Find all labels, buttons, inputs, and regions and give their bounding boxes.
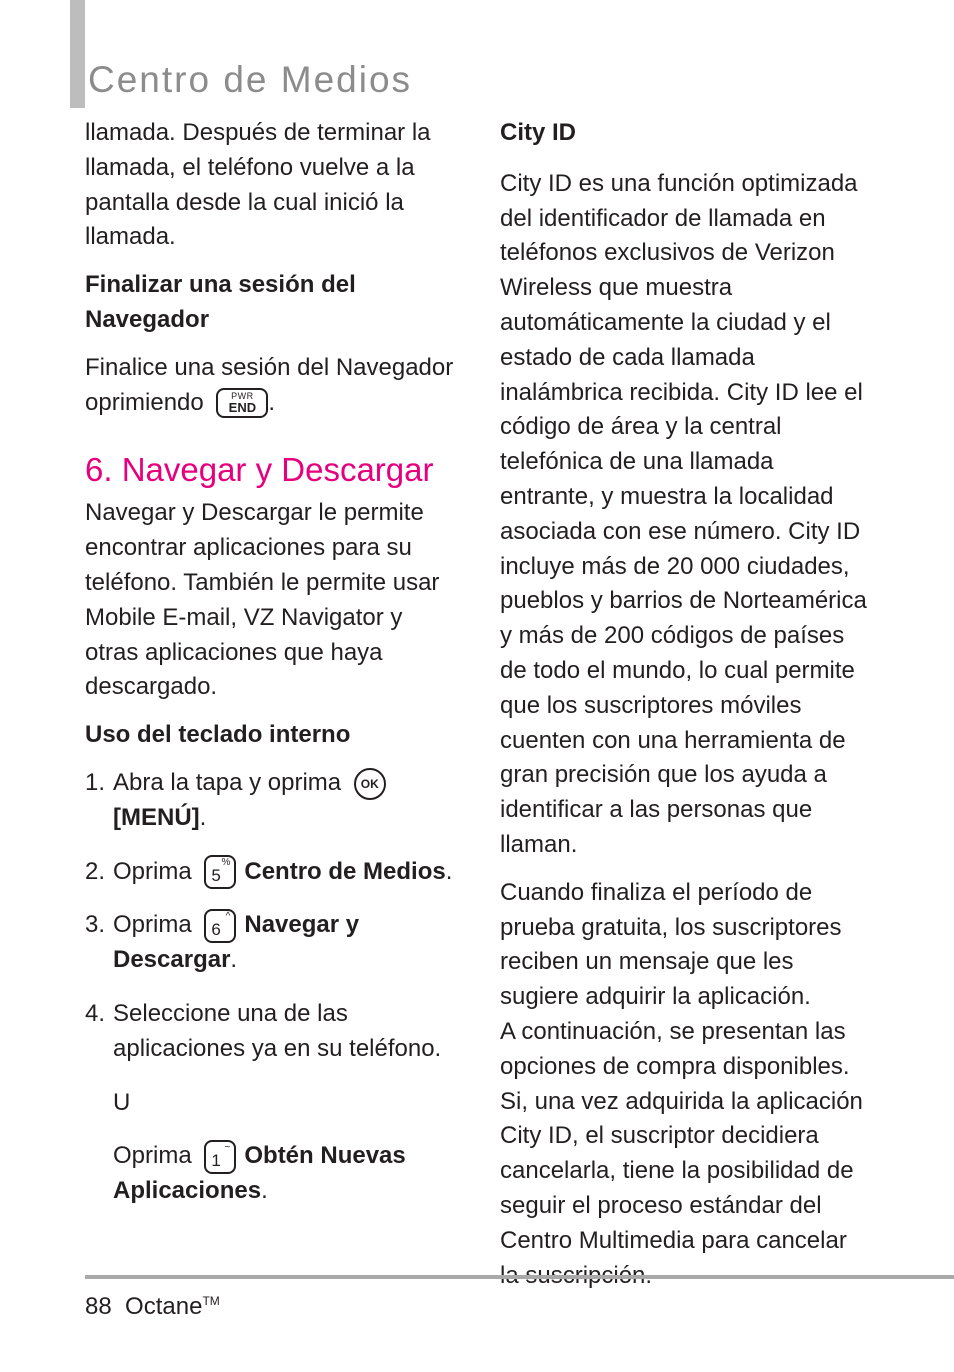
finalize-text: Finalice una sesión del Navegador oprimiendo [85, 353, 454, 416]
footer-rule [85, 1275, 954, 1279]
step-text: Oprima [113, 857, 192, 885]
finalize-heading: Finalizar una sesión del Navegador [85, 271, 356, 333]
key-6-icon [204, 909, 236, 943]
steps-list [85, 766, 460, 1067]
city-id-heading: City ID [500, 119, 577, 146]
city-id-paragraph-2: Cuando finaliza el período de prueba gratuita, los suscriptores reciben un mensaje que les sugiere adquirir la aplicación. [500, 878, 842, 1011]
end-key-bottom-label: END [228, 400, 257, 416]
key-digit: 1 [211, 1150, 221, 1170]
step-text: Seleccione una de las aplicaciones ya en su teléfono. [113, 999, 442, 1062]
right-column [500, 116, 870, 1293]
section-body: Navegar y Descargar le permite encontrar aplicaciones para su teléfono. También le permite usar Mobile E-mail, VZ Navigator y otras aplicaciones que haya descargado. [85, 499, 440, 701]
end-key-top-label: PWR [231, 391, 254, 402]
or-text: U [113, 1088, 131, 1116]
key-symbol: ~ [224, 1141, 231, 1153]
key-symbol: ^ [225, 911, 231, 922]
step-number: 1. [85, 768, 106, 796]
step-3 [85, 908, 460, 978]
key-symbol: % [221, 857, 231, 869]
city-id-paragraph-1: City ID es una función optimizada del identificador de llamada en teléfonos exclusivos de Verizon Wireless que muestra automáticamente la ciudad y el estado de cada llamada inalámbrica recibida. City ID lee el código de área y la central telefónica de una llamada entrante, y muestra la localidad asociada con ese número. City ID incluye más de 20 000 ciudades, pueblos y barrios de Norteamérica y más de 200 códigos de países de todo el mundo, lo cual permite que los suscriptores móviles cuenten con una herramienta de gran precisión que los ayuda a identificar a las personas que llaman. [500, 169, 867, 858]
step-end: . [199, 803, 207, 831]
intro-paragraph: llamada. Después de terminar la llamada, el teléfono vuelve a la pantalla desde la cual inició la llamada. [85, 119, 431, 251]
finalize-text-end: . [268, 388, 276, 416]
page-number: 88 [85, 1293, 112, 1320]
section-title: 6. Navegar y Descargar [85, 451, 434, 489]
step-number: 4. [85, 999, 106, 1027]
page-header-title: Centro de Medios [88, 58, 413, 100]
key-1-icon [204, 1140, 236, 1174]
alt-step [85, 1139, 460, 1209]
alt-step-bold: Obtén Nuevas Aplicaciones [113, 1142, 406, 1205]
end-key-icon [216, 388, 268, 418]
ok-key-label: OK [360, 776, 379, 791]
trademark-mark: TM [202, 1294, 220, 1308]
finalize-paragraph [85, 351, 460, 421]
key-digit: 5 [211, 866, 221, 886]
step-text: Abra la tapa y oprima [113, 768, 342, 796]
step-1 [85, 766, 460, 836]
page-footer [85, 1292, 220, 1322]
key-5-icon [204, 855, 236, 889]
alt-step-text: Oprima [113, 1142, 192, 1170]
key-digit: 6 [211, 920, 221, 939]
city-id-paragraph-3: A continuación, se presentan las opciones de compra disponibles. [500, 1017, 850, 1080]
step-end: . [230, 946, 238, 974]
product-name: Octane [125, 1293, 203, 1320]
step-2 [85, 855, 460, 890]
keypad-heading: Uso del teclado interno [85, 721, 351, 749]
step-text: Oprima [113, 911, 192, 939]
left-column [85, 116, 460, 1209]
ok-key-icon [354, 768, 386, 800]
step-number: 3. [85, 911, 106, 939]
alt-step-end: . [261, 1177, 268, 1205]
header-bar [70, 0, 85, 108]
step-end: . [445, 857, 453, 885]
city-id-paragraph-4: Si, una vez adquirida la aplicación City ID, el suscriptor decidiera cancelarla, tiene la posibilidad de seguir el proceso estándar del Centro Multimedia para cancelar [500, 1087, 863, 1254]
step-4 [85, 997, 460, 1067]
step-bold: Navegar y Descargar [113, 911, 360, 974]
step-number: 2. [85, 857, 106, 885]
step-bold: Centro de Medios [244, 857, 446, 885]
step-bold: [MENÚ] [113, 803, 200, 831]
